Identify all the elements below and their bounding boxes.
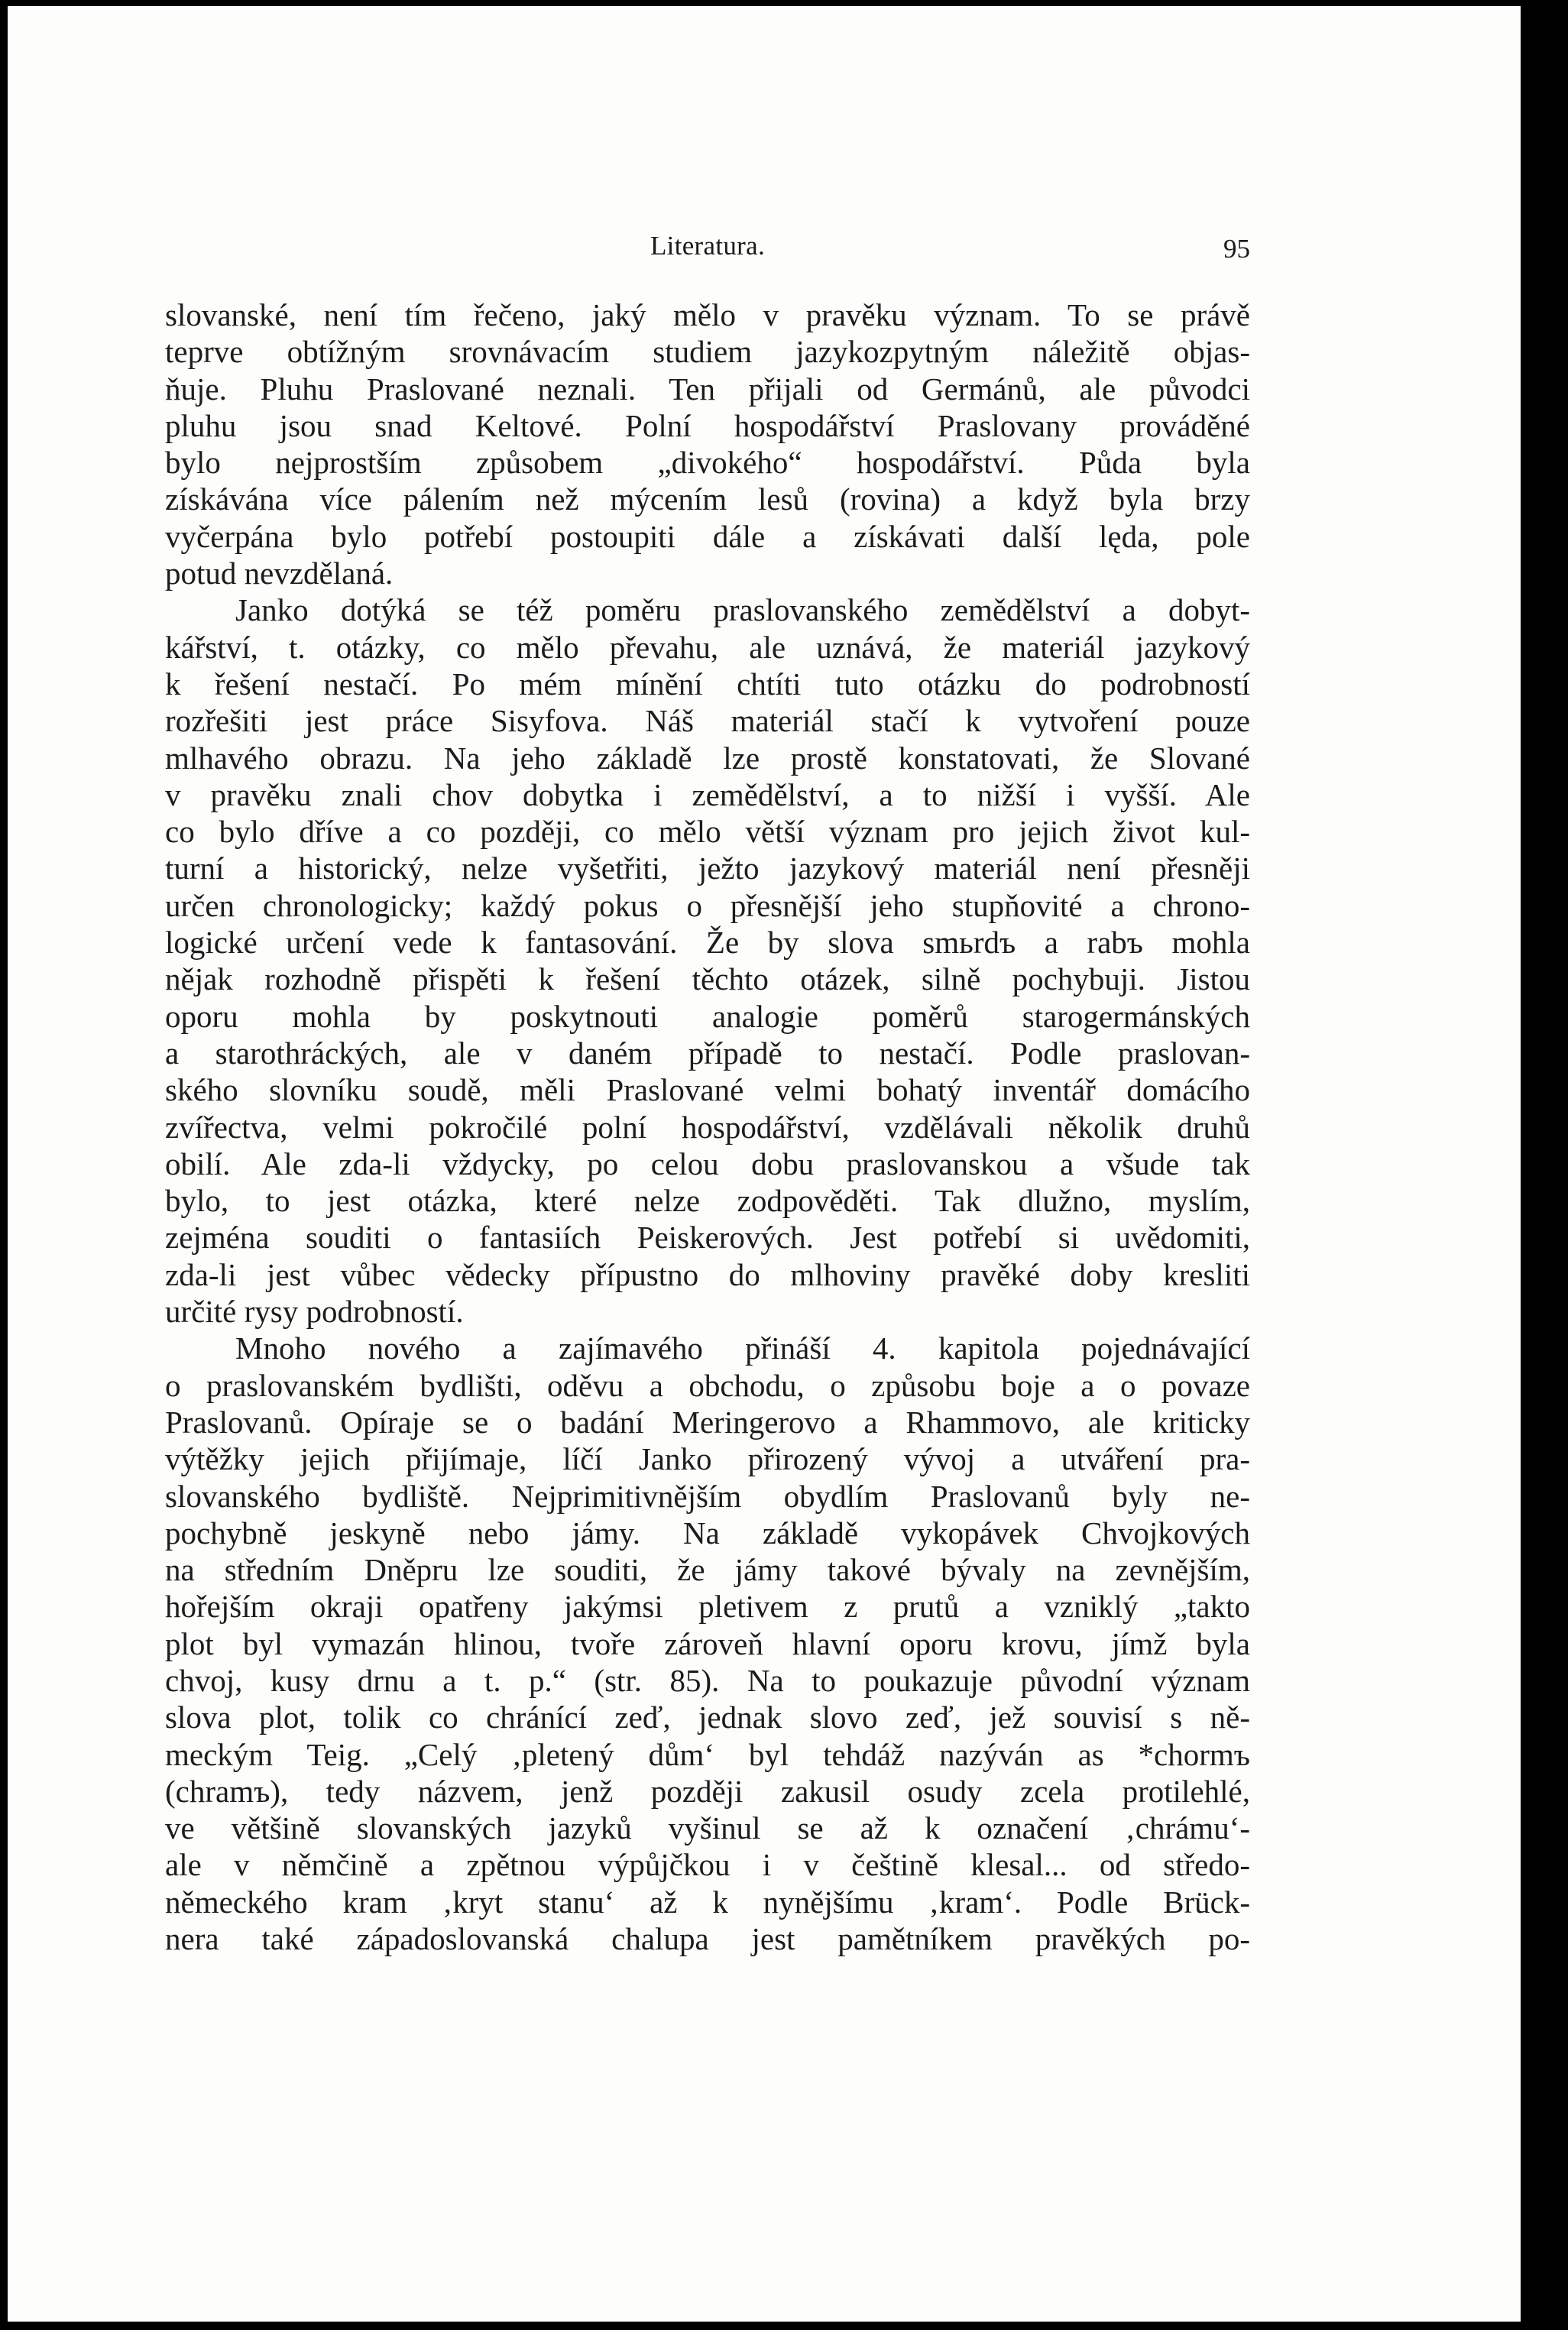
text-line: slovanské, není tím řečeno, jaký mělo v pravěku význam. To se právě: [165, 297, 1250, 332]
text-line: ve většině slovanských jazyků vyšinul se až k označení ‚chrámu‘-: [165, 1810, 1250, 1846]
text-line: meckým Teig. „Celý ‚pletený dům‘ byl tehdáž nazýván as *chormъ: [165, 1736, 1250, 1772]
text-line: výtěžky jejich přijímaje, líčí Janko přirozený vývoj a utváření pra-: [165, 1441, 1250, 1477]
text-line: chvoj, kusy drnu a t. p.“ (str. 85). Na to poukazuje původní význam: [165, 1662, 1250, 1698]
text-line: kářství, t. otázky, co mělo převahu, ale uznává, že materiál jazykový: [165, 629, 1250, 665]
running-head: Literatura.: [650, 231, 766, 261]
text-line: získávána více pálením než mýcením lesů (rovina) a když byla brzy: [165, 481, 1250, 517]
text-line: nera také západoslovanská chalupa jest pamětníkem pravěkých po-: [165, 1921, 1250, 1957]
text-line: nějak rozhodně přispěti k řešení těchto otázek, silně pochybuji. Jistou: [165, 961, 1250, 997]
text-line: pluhu jsou snad Keltové. Polní hospodářství Praslovany prováděné: [165, 407, 1250, 443]
body-text: [165, 297, 1250, 1957]
text-line: zda-li jest vůbec vědecky přípustno do mlhoviny pravěké doby kresliti: [165, 1256, 1250, 1292]
text-line: oporu mohla by poskytnouti analogie poměrů starogermánských: [165, 998, 1250, 1034]
text-line: obilí. Ale zda-li vždycky, po celou dobu praslovanskou a všude tak: [165, 1146, 1250, 1181]
text-line: co bylo dříve a co později, co mělo větší význam pro jejich život kul-: [165, 814, 1250, 850]
text-line: teprve obtížným srovnávacím studiem jazykozpytným náležitě objas-: [165, 334, 1250, 370]
text-line: hořejším okraji opatřeny jakýmsi pletivem z prutů a vzniklý „takto: [165, 1589, 1250, 1625]
text-line: rozřešiti jest práce Sisyfova. Náš materiál stačí k vytvoření pouze: [165, 703, 1250, 739]
text-line: plot byl vymazán hlinou, tvoře zároveň hlavní oporu krovu, jímž byla: [165, 1625, 1250, 1661]
text-line: slovanského bydliště. Nejprimitivnějším obydlím Praslovanů byly ne-: [165, 1478, 1250, 1514]
text-line: zvířectva, velmi pokročilé polní hospodářství, vzdělávali několik druhů: [165, 1109, 1250, 1145]
text-line: slova plot, tolik co chránící zeď, jednak slovo zeď, jež souvisí s ně-: [165, 1700, 1250, 1735]
text-line: a starothráckých, ale v daném případě to nestačí. Podle praslovan-: [165, 1035, 1250, 1071]
text-line: na středním Dněpru lze souditi, že jámy takové bývaly na zevnějším,: [165, 1552, 1250, 1588]
text-line: zejména souditi o fantasiích Peiskerových. Jest potřebí si uvědomiti,: [165, 1220, 1250, 1256]
text-line: pochybně jeskyně nebo jámy. Na základě vykopávek Chvojkových: [165, 1515, 1250, 1551]
text-line: ale v němčině a zpětnou výpůjčkou i v češtině klesal... od středo-: [165, 1847, 1250, 1883]
text-line: o praslovanském bydlišti, oděvu a obchodu, o způsobu boje a o povaze: [165, 1367, 1250, 1403]
page-number: 95: [1223, 234, 1250, 264]
text-line: ňuje. Pluhu Praslované neznali. Ten přijali od Germánů, ale původci: [165, 371, 1250, 407]
text-line: bylo nejprostším způsobem „divokého“ hospodářství. Půda byla: [165, 445, 1250, 481]
text-line: Praslovanů. Opíraje se o badání Meringerovo a Rhammovo, ale kriticky: [165, 1404, 1250, 1440]
text-line: (chramъ), tedy názvem, jenž později zakusil osudy zcela protilehlé,: [165, 1773, 1250, 1809]
paragraph-first-line: Mnoho nového a zajímavého přináší 4. kapitola pojednávající: [235, 1330, 1250, 1366]
text-line: potud nevzdělaná.: [165, 556, 394, 591]
text-line: určité rysy podrobností.: [165, 1294, 464, 1330]
text-line: ského slovníku soudě, měli Praslované velmi bohatý inventář domácího: [165, 1072, 1250, 1108]
text-line: bylo, to jest otázka, které nelze zodpověděti. Tak dlužno, myslím,: [165, 1183, 1250, 1219]
page-header: [165, 231, 1250, 271]
text-line: turní a historický, nelze vyšetřiti, ježto jazykový materiál není přesněji: [165, 851, 1250, 886]
text-line: vyčerpána bylo potřebí postoupiti dále a získávati další lęda, pole: [165, 518, 1250, 554]
text-line: německého kram ‚kryt stanu‘ až k nynějšímu ‚kram‘. Podle Brück-: [165, 1884, 1250, 1920]
text-line: mlhavého obrazu. Na jeho základě lze prostě konstatovati, že Slované: [165, 740, 1250, 776]
text-line: určen chronologicky; každý pokus o přesnější jeho stupňovité a chrono-: [165, 887, 1250, 923]
text-line: k řešení nestačí. Po mém mínění chtíti tuto otázku do podrobností: [165, 666, 1250, 702]
text-line: logické určení vede k fantasování. Že by slova smьrdъ a rabъ mohla: [165, 925, 1250, 961]
text-line: v pravěku znali chov dobytka i zemědělství, a to nižší i vyšší. Ale: [165, 776, 1250, 812]
paragraph-first-line: Janko dotýká se též poměru praslovanského zemědělství a dobyt-: [235, 592, 1250, 628]
